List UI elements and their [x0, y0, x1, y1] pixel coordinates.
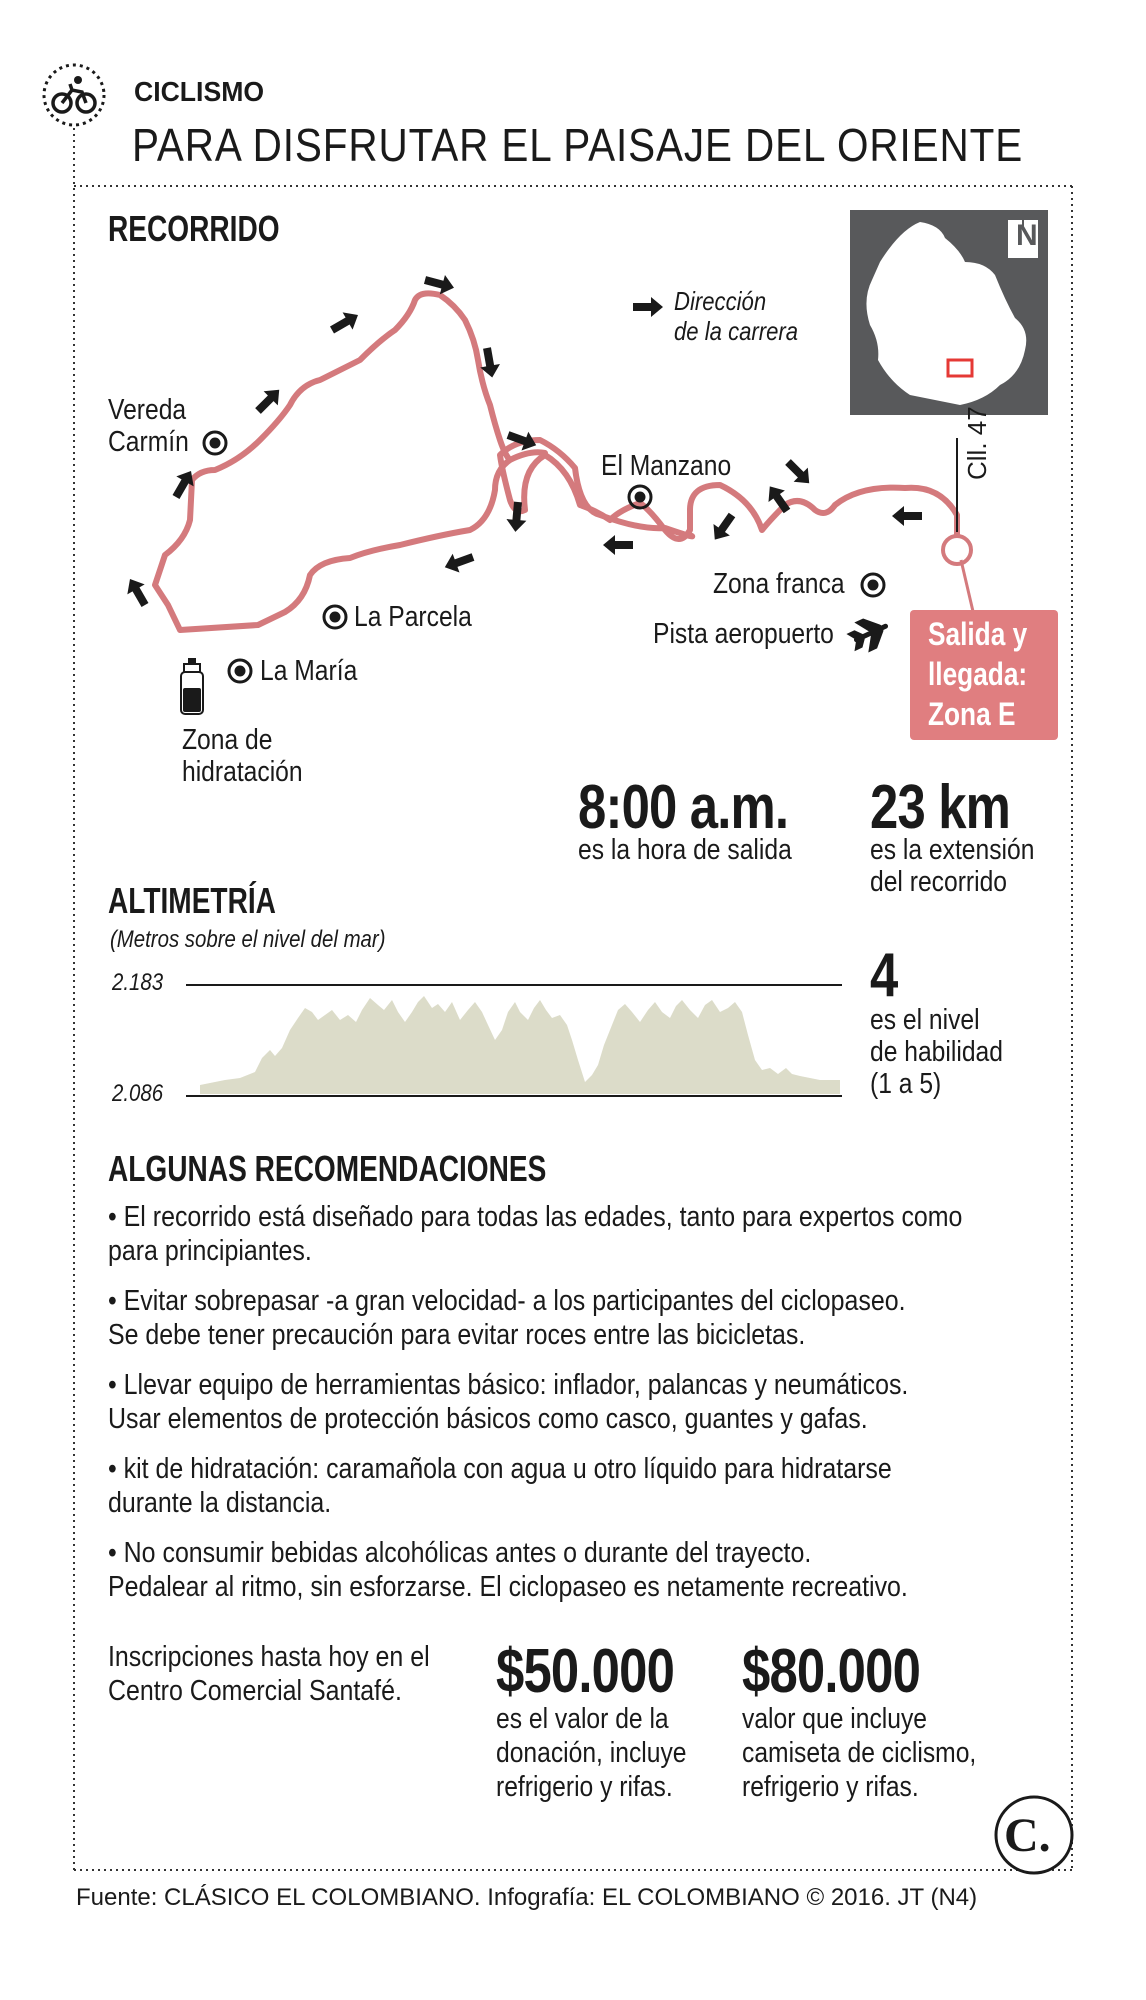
- direction-arrow-icon: [707, 509, 741, 545]
- place-zona-franca: Zona franca: [713, 568, 845, 600]
- recommendation-item: [108, 1536, 908, 1604]
- rec-line: • No consumir bebidas alcohólicas antes o durante del trayecto.: [108, 1537, 812, 1569]
- hidratacion-line1: Zona de: [182, 724, 273, 756]
- place-hidratacion: [182, 724, 303, 788]
- kicker: CICLISMO: [134, 76, 265, 107]
- legend-line2: de la carrera: [674, 316, 799, 346]
- rec-line: durante la distancia.: [108, 1487, 332, 1519]
- price1-line1: es el valor de la: [496, 1703, 669, 1735]
- level-label: [870, 1004, 1003, 1100]
- vereda-line2: Carmín: [108, 426, 189, 458]
- recommendation-item: [108, 1452, 892, 1520]
- place-el-manzano: El Manzano: [601, 450, 732, 482]
- water-bottle-icon: [181, 658, 203, 714]
- elevation-profile: [186, 985, 842, 1096]
- price2-value: $80.000: [742, 1637, 921, 1706]
- legend-line1: Dirección: [674, 286, 767, 316]
- rec-line: • kit de hidratación: caramañola con agua u otro líquido para hidratarse: [108, 1453, 892, 1485]
- distance-value: 23 km: [870, 773, 1011, 842]
- rec-line: • Evitar sobrepasar -a gran velocidad- a los participantes del ciclopaseo.: [108, 1285, 906, 1317]
- target-icon: [204, 432, 226, 454]
- legend: [674, 286, 798, 346]
- distance-label: [870, 834, 1034, 898]
- rec-line: para principiantes.: [108, 1235, 312, 1267]
- locator-map: [850, 210, 1048, 532]
- price1-label: [496, 1702, 686, 1804]
- registration-info: [108, 1640, 430, 1708]
- start-box-text: [928, 614, 1027, 734]
- vereda-line1: Vereda: [108, 394, 187, 426]
- arrow-right-icon: [633, 297, 663, 317]
- distance-line1: es la extensión: [870, 834, 1035, 866]
- rec-line: Se debe tener precaución para evitar roces entre las bicicletas.: [108, 1319, 806, 1351]
- recomendaciones-title: ALGUNAS RECOMENDACIONES: [108, 1148, 547, 1189]
- recommendation-item: [108, 1368, 908, 1436]
- place-pista-aeropuerto: Pista aeropuerto: [653, 618, 834, 650]
- rec-line: Pedalear al ritmo, sin esforzarse. El ciclopaseo es netamente recreativo.: [108, 1571, 908, 1603]
- start-line1: Salida y: [928, 616, 1028, 652]
- level-line1: es el nivel: [870, 1004, 980, 1036]
- price1-value: $50.000: [496, 1637, 675, 1706]
- place-la-parcela: La Parcela: [354, 601, 472, 633]
- place-la-maria: La María: [260, 655, 358, 687]
- target-icon: [229, 660, 251, 682]
- start-line3: Zona E: [928, 696, 1016, 732]
- start-time-value: 8:00 a.m.: [578, 773, 789, 842]
- elevation-max-label: 2.183: [112, 969, 164, 996]
- direction-arrows: [121, 270, 922, 610]
- altimetria-subtitle: (Metros sobre el nivel del mar): [110, 926, 386, 953]
- price2-line3: refrigerio y rifas.: [742, 1771, 919, 1803]
- start-line2: llegada:: [928, 656, 1028, 692]
- price2-label: [742, 1702, 976, 1804]
- direction-arrow-icon: [327, 306, 363, 338]
- direction-arrow-icon: [603, 535, 633, 555]
- logo-letter: C.: [1004, 1809, 1051, 1862]
- direction-arrow-icon: [781, 455, 816, 490]
- direction-arrow-icon: [167, 466, 199, 502]
- level-line3: (1 a 5): [870, 1068, 942, 1100]
- rec-line: Usar elementos de protección básicos como casco, guantes y gafas.: [108, 1403, 868, 1435]
- registration-line1: Inscripciones hasta hoy en el: [108, 1641, 430, 1673]
- direction-arrow-icon: [441, 548, 476, 577]
- elevation-min-label: 2.086: [112, 1080, 164, 1107]
- price2-line1: valor que incluye: [742, 1703, 927, 1735]
- target-icon: [862, 574, 884, 596]
- distance-line2: del recorrido: [870, 866, 1008, 898]
- rec-line: • Llevar equipo de herramientas básico: inflador, palancas y neumáticos.: [108, 1369, 909, 1401]
- start-marker: [943, 536, 971, 564]
- airplane-icon: [849, 614, 892, 654]
- recommendation-item: [108, 1284, 906, 1352]
- direction-arrow-icon: [892, 506, 922, 526]
- recommendation-item: [108, 1200, 962, 1268]
- price1-line2: donación, incluye: [496, 1737, 687, 1769]
- start-time-label: es la hora de salida: [578, 834, 792, 866]
- direction-arrow-icon: [121, 574, 153, 610]
- footer-credit: Fuente: CLÁSICO EL COLOMBIANO. Infografía: EL COLOMBIANO © 2016. JT (N4): [76, 1884, 978, 1911]
- street-label: Cll. 47: [962, 406, 992, 480]
- recorrido-title: RECORRIDO: [108, 208, 280, 249]
- price2-line2: camiseta de ciclismo,: [742, 1737, 977, 1769]
- level-value: 4: [870, 941, 898, 1010]
- page-title: PARA DISFRUTAR EL PAISAJE DEL ORIENTE: [132, 119, 1024, 171]
- bicycle-icon: [44, 65, 104, 125]
- price1-line3: refrigerio y rifas.: [496, 1771, 673, 1803]
- rec-line: • El recorrido está diseñado para todas las edades, tanto para expertos como: [108, 1201, 963, 1233]
- level-line2: de habilidad: [870, 1036, 1003, 1068]
- target-icon: [324, 606, 346, 628]
- north-label: N: [1016, 219, 1038, 252]
- registration-line2: Centro Comercial Santafé.: [108, 1675, 402, 1707]
- hidratacion-line2: hidratación: [182, 756, 303, 788]
- place-vereda-carmin: [108, 394, 189, 458]
- altimetria-title: ALTIMETRÍA: [108, 880, 276, 921]
